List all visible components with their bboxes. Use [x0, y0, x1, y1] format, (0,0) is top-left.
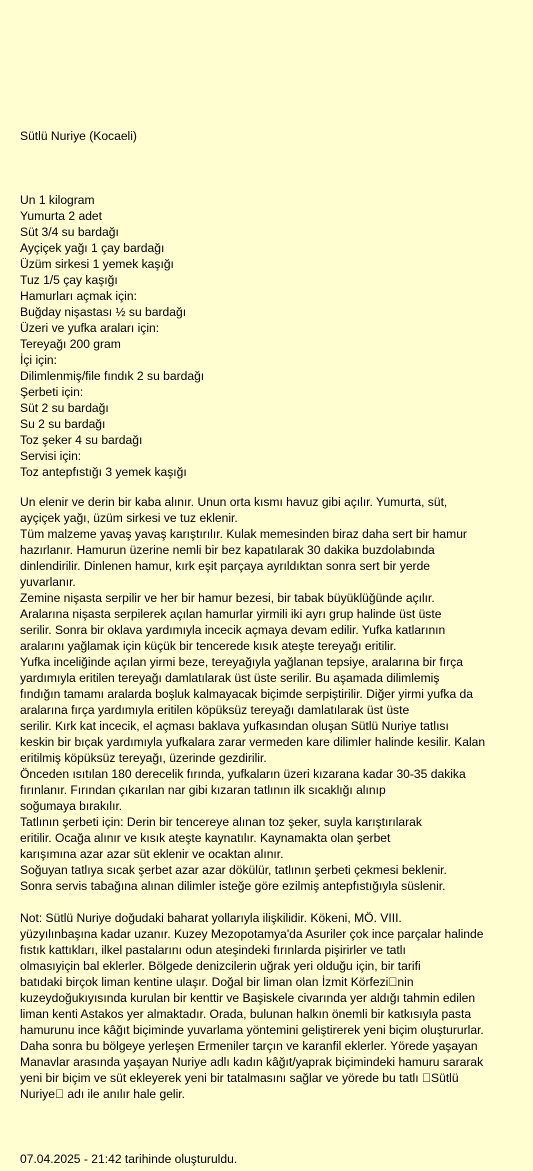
ingredient-section-heading: Hamurları açmak için:	[20, 289, 137, 303]
instruction-line: soğumaya bırakılır.	[20, 799, 123, 813]
instruction-line: serilir. Kırk kat incecik, el açması baklava yufkasından oluşan Sütlü Nuriye tatlısı	[20, 719, 449, 733]
note-line: kuzeydoğukıyısında kurulan bir kenttir ve Başiskele civarında yer aldığı tahmin edilen	[20, 991, 476, 1005]
instruction-line: keskin bir bıçak yardımıyla yufkalara zarar vermeden kare dilimler halinde kesilir. Kalan	[20, 735, 486, 749]
instruction-line: yuvarlanır.	[20, 575, 76, 589]
ingredient-line: Süt 2 su bardağı	[20, 401, 109, 415]
ingredient-line: Dilimlenmiş/file fındık 2 su bardağı	[20, 369, 205, 383]
ingredient-line: Ayçiçek yağı 1 çay bardağı	[20, 241, 165, 255]
instruction-line: aralarını yağlamak için küçük bir tencerede kısık ateşte tereyağı eritilir.	[20, 639, 397, 653]
ingredient-line: Su 2 su bardağı	[20, 417, 106, 431]
instruction-line: eritilmiş köpüksüz tereyağı, üzerinde gezdirilir.	[20, 751, 267, 765]
ingredient-line: Un 1 kilogram	[20, 193, 95, 207]
instruction-line: Un elenir ve derin bir kaba alınır. Unun orta kısmı havuz gibi açılır. Yumurta, süt,	[20, 495, 448, 509]
ingredient-line: Tereyağı 200 gram	[20, 337, 121, 351]
instruction-line: ayçiçek yağı, üzüm sirkesi ve tuz eklenir.	[20, 511, 238, 525]
note-line: batıdaki birçok liman kentine ulaşır. Doğal bir liman olan İzmit Körfezi nin	[20, 975, 414, 989]
ingredient-line: Süt 3/4 su bardağı	[20, 225, 119, 239]
instruction-line: Aralarına nişasta serpilerek açılan hamurlar yirmili iki ayrı grup halinde üst üste	[20, 607, 442, 621]
ingredient-section-heading: İçi için:	[20, 353, 57, 367]
ingredient-line: Tuz 1/5 çay kaşığı	[20, 273, 118, 287]
instruction-line: Tüm malzeme yavaş yavaş karıştırılır. Kulak memesinden biraz daha sert bir hamur	[20, 527, 467, 541]
instruction-line: Önceden ısıtılan 180 derecelik fırında, yufkaların üzeri kızarana kadar 30-35 dakika	[20, 767, 466, 781]
instruction-line: eritilir. Ocağa alınır ve kısık ateşte kaynatılır. Kaynamakta olan şerbet	[20, 831, 391, 845]
instruction-line: Yufka inceliğinde açılan yirmi beze, tereyağıyla yağlanan tepsiye, aralarına bir fırça	[20, 655, 464, 669]
page-title: Sütlü Nuriye (Kocaeli)	[20, 129, 137, 143]
ingredient-line: Yumurta 2 adet	[20, 209, 103, 223]
instruction-line: Sonra servis tabağına alınan dilimler isteğe göre ezilmiş antepfıstığıyla süslenir.	[20, 879, 446, 893]
instruction-line: fındığın tamamı aralarda boşluk kalmayacak biçimde serpiştirilir. Diğer yirmi yufka da	[20, 687, 474, 701]
ingredient-line: Buğday nişastası ½ su bardağı	[20, 305, 187, 319]
creation-timestamp: 07.04.2025 - 21:42 tarihinde oluşturuldu.	[20, 1152, 238, 1166]
instruction-line: Tatlının şerbeti için: Derin bir tencereye alınan toz şeker, suyla karıştırılarak	[20, 815, 422, 829]
note-line: hamurunu ince kâğıt biçiminde yuvarlama yöntemini geliştirerek yeni biçim oluştururlar.	[20, 1023, 484, 1037]
ingredient-section-heading: Servisi için:	[20, 449, 82, 463]
ingredients-list	[20, 192, 204, 480]
instructions	[20, 494, 485, 894]
ingredient-line: Üzüm sirkesi 1 yemek kaşığı	[20, 257, 174, 271]
note-line: liman kenti Astakos yer almaktadır. Orada, bulunan halkın önemli bir katkısıyla pasta	[20, 1007, 472, 1021]
ingredient-line: Toz antepfıstığı 3 yemek kaşığı	[20, 465, 187, 479]
instruction-line: hazırlanır. Hamurun üzerine nemli bir bez kapatılarak 30 dakika buzdolabında	[20, 543, 435, 557]
instruction-line: fırınlanır. Fırından çıkarılan nar gibi kızaran tatlının ilk sıcaklığı alınıp	[20, 783, 386, 797]
ingredient-section-heading: Şerbeti için:	[20, 385, 84, 399]
note-line: yeni bir biçim ve süt ekleyerek yeni bir tatalmasını sağlar ve yörede bu tatlı  Sütlü	[20, 1071, 459, 1085]
note-line: Nuriye  adı ile anılır hale gelir.	[20, 1087, 186, 1101]
history-note	[20, 910, 484, 1102]
instruction-line: serilir. Sonra bir oklava yardımıyla incecik açmaya devam edilir. Yufka katlarının	[20, 623, 446, 637]
instruction-line: aralarına fırça yardımıyla eritilen köpüksüz tereyağı damlatılarak üst üste	[20, 703, 410, 717]
note-line: Manavlar arasında yaşayan Nuriye adlı kadın kâğıt/yaprak biçimindeki hamuru sararak	[20, 1055, 484, 1069]
instruction-line: Zemine nişasta serpilir ve her bir hamur bezesi, bir tabak büyüklüğünde açılır.	[20, 591, 435, 605]
instruction-line: dinlendirilir. Dinlenen hamur, kırk eşit parçaya ayrıldıktan sonra sert bir yerde	[20, 559, 431, 573]
ingredient-section-heading: Üzeri ve yufka araları için:	[20, 321, 160, 335]
instruction-line: Soğuyan tatlıya sıcak şerbet azar azar dökülür, tatlının şerbeti çekmesi beklenir.	[20, 863, 447, 877]
note-line: yüzyılınbaşına kadar uzanır. Kuzey Mezopotamya'da Asuriler çok ince parçalar halinde	[20, 927, 484, 941]
ingredient-line: Toz şeker 4 su bardağı	[20, 433, 143, 447]
note-line: Daha sonra bu bölgeye yerleşen Ermeniler tarçın ve karanfil eklerler. Yörede yaşayan	[20, 1039, 478, 1053]
instruction-line: karışımına azar azar süt eklenir ve ocaktan alınır.	[20, 847, 284, 861]
note-line: Not: Sütlü Nuriye doğudaki baharat yollarıyla ilişkilidir. Kökeni, MÖ. VIII.	[20, 911, 402, 925]
instruction-line: yardımıyla eritilen tereyağı damlatılarak üst üste serilir. Bu aşamada dilimlemiş	[20, 671, 440, 685]
note-line: fıstık kattıkları, ilkel pastalarını odun ateşindeki fırınlarda pişirirler ve tatlı	[20, 943, 406, 957]
note-line: olmasıyiçin bal eklerler. Bölgede denizcilerin uğrak yeri olduğu için, bir tarifi	[20, 959, 421, 973]
